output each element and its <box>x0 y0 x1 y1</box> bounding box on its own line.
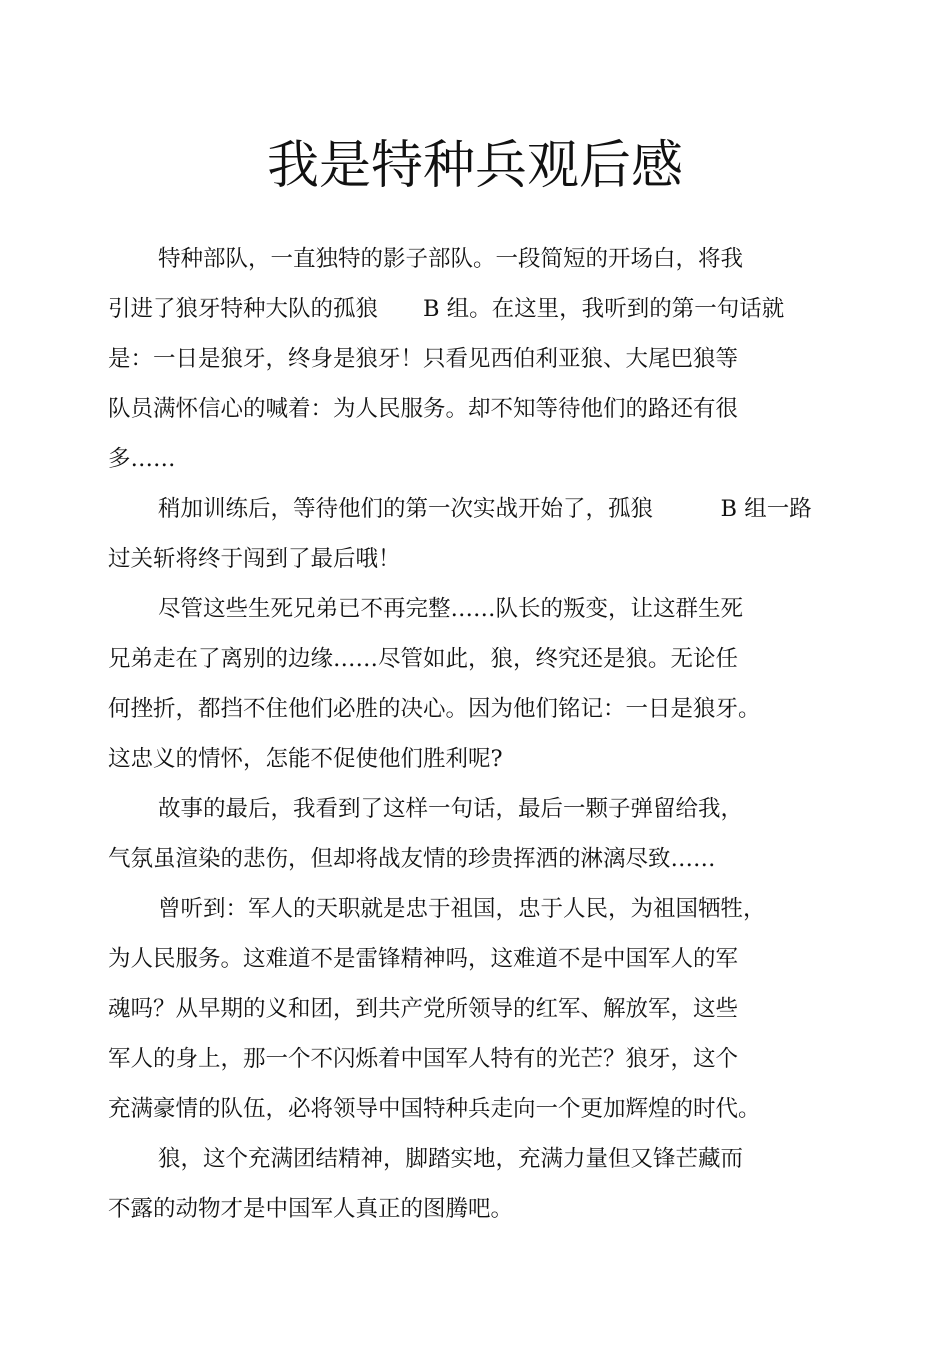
paragraph-line: 稍加训练后，等待他们的第一次实战开始了，孤狼 B 组一路 <box>158 496 812 522</box>
paragraph-line: 引进了狼牙特种大队的孤狼 B 组。在这里，我听到的第一句话就 <box>108 296 785 322</box>
paragraph-line: 军人的身上，那一个不闪烁着中国军人特有的光芒？狼牙，这个 <box>108 1046 739 1072</box>
paragraph-line: 充满豪情的队伍，必将领导中国特种兵走向一个更加辉煌的时代。 <box>108 1096 761 1122</box>
paragraph-line: 曾听到：军人的天职就是忠于祖国，忠于人民，为祖国牺牲， <box>158 896 766 922</box>
paragraph-line: 故事的最后，我看到了这样一句话，最后一颗子弹留给我， <box>158 796 744 822</box>
paragraph-line: 尽管这些生死兄弟已不再完整……队长的叛变，让这群生死 <box>158 596 744 622</box>
paragraph-line: 为人民服务。这难道不是雷锋精神吗，这难道不是中国军人的军 <box>108 946 739 972</box>
paragraph-line: 兄弟走在了离别的边缘……尽管如此，狼，终究还是狼。无论任 <box>108 646 739 672</box>
paragraph-line: 这忠义的情怀，怎能不促使他们胜利呢? <box>108 746 503 772</box>
document-body <box>108 234 828 1234</box>
paragraph-line: 多…… <box>108 446 176 472</box>
paragraph-line: 魂吗？从早期的义和团，到共产党所领导的红军、解放军，这些 <box>108 996 739 1022</box>
paragraph-line: 是：一日是狼牙，终身是狼牙！只看见西伯利亚狼、大尾巴狼等 <box>108 346 739 372</box>
paragraph-line: 队员满怀信心的喊着：为人民服务。却不知等待他们的路还有很 <box>108 396 739 422</box>
paragraph-line: 过关斩将终于闯到了最后哦！ <box>108 546 401 572</box>
paragraph-line: 不露的动物才是中国军人真正的图腾吧。 <box>108 1196 514 1222</box>
paragraph-line: 气氛虽渲染的悲伤，但却将战友情的珍贵挥洒的淋漓尽致…… <box>108 846 716 872</box>
paragraph-line: 何挫折，都挡不住他们必胜的决心。因为他们铭记：一日是狼牙。 <box>108 696 761 722</box>
paragraph-line: 特种部队，一直独特的影子部队。一段简短的开场白，将我 <box>158 246 744 272</box>
document-title: 我是特种兵观后感 <box>266 136 683 196</box>
paragraph-line: 狼，这个充满团结精神，脚踏实地，充满力量但又锋芒藏而 <box>158 1146 744 1172</box>
